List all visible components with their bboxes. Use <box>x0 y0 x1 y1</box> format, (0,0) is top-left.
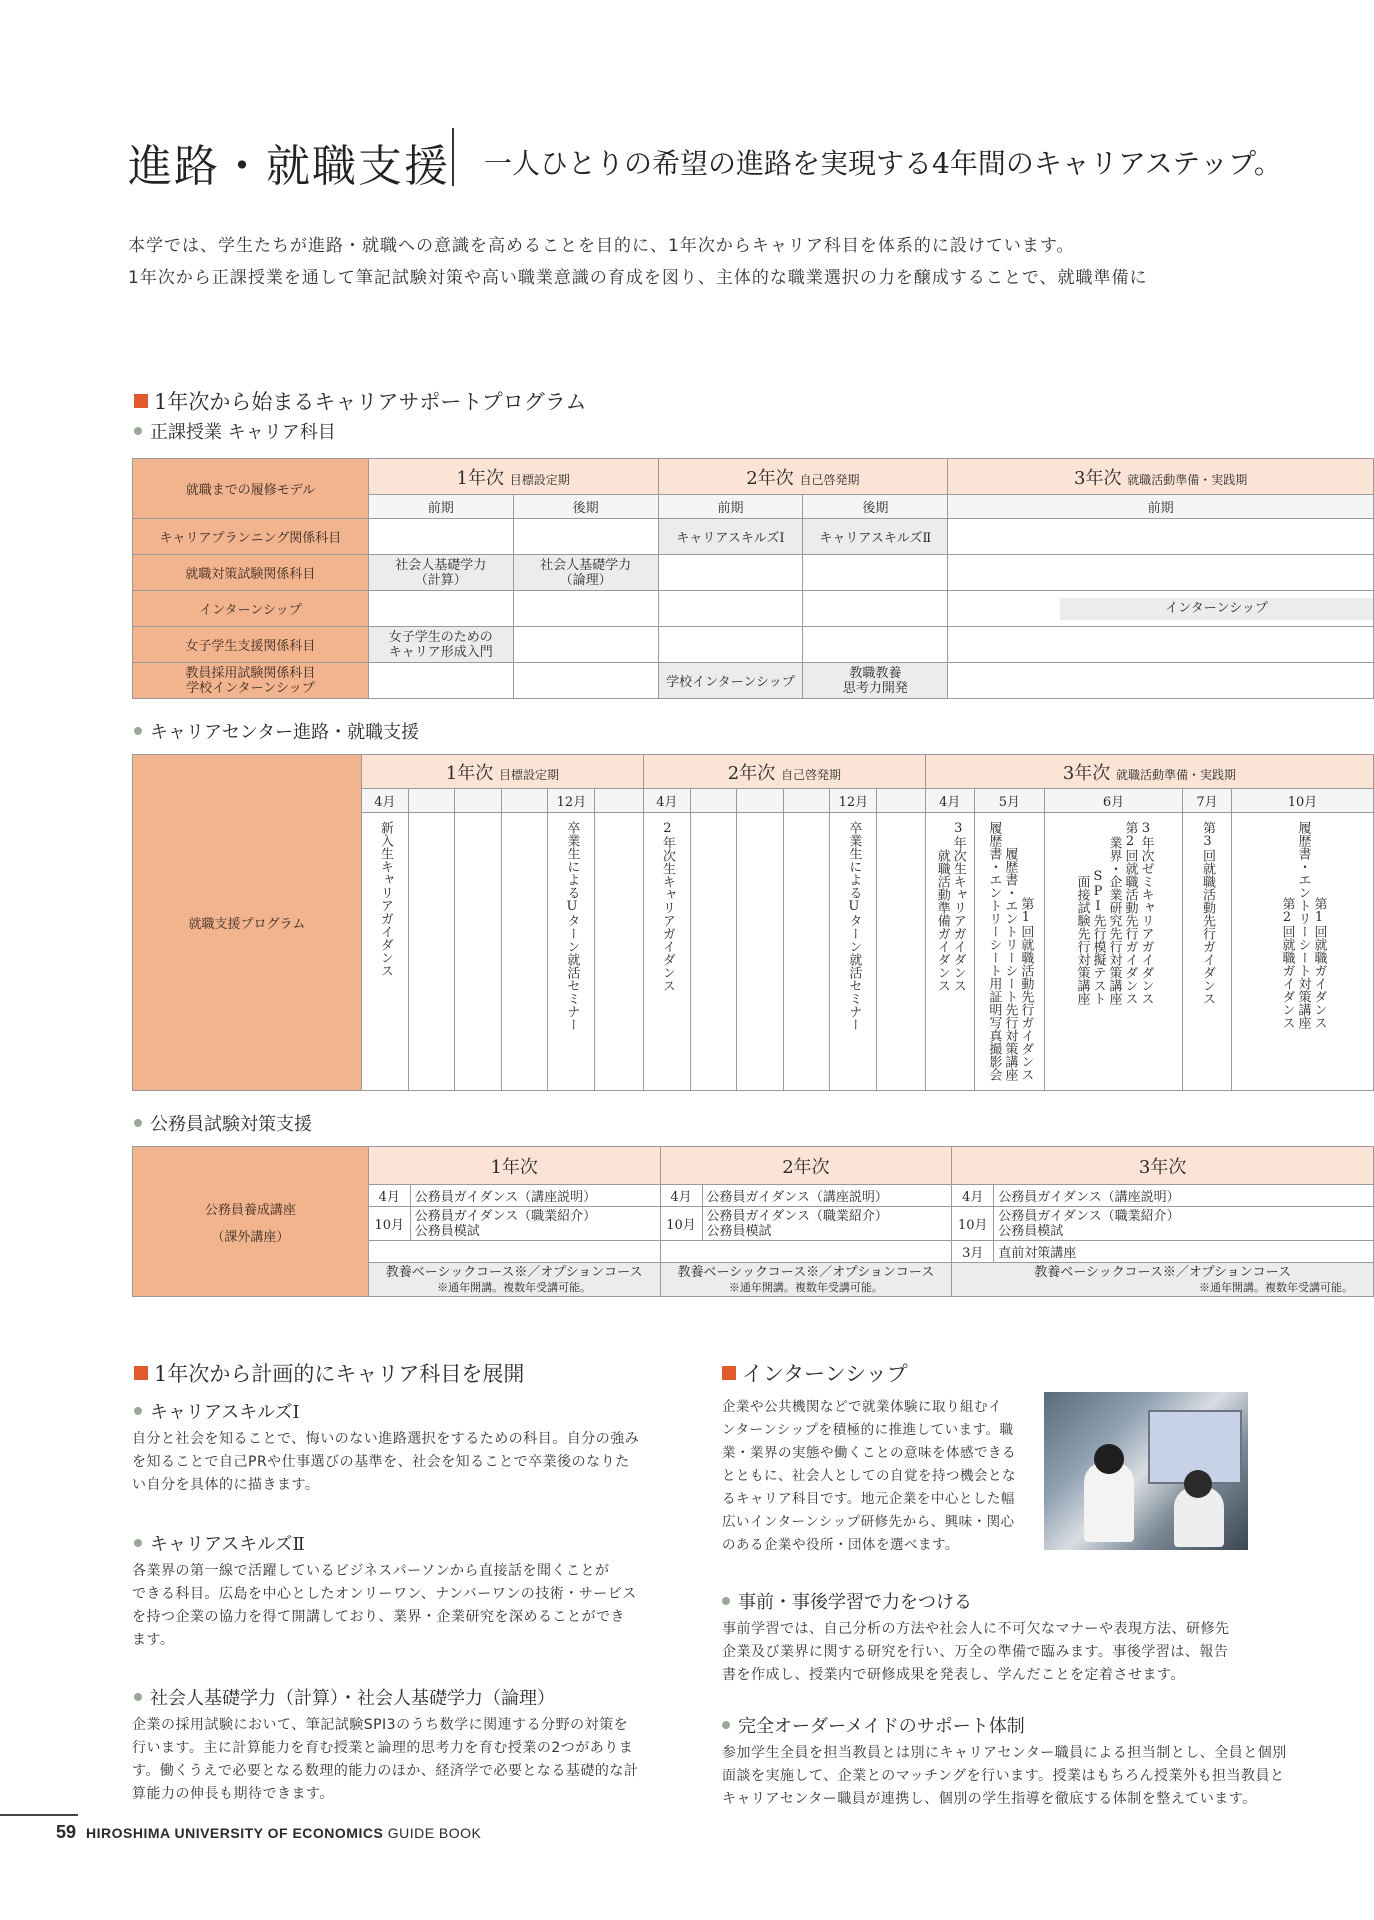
internship-bar: インターンシップ <box>1060 598 1373 620</box>
table-cell <box>948 591 1374 627</box>
civil-year-3: 3年次 <box>952 1147 1374 1185</box>
event-text: 2年次生キャリアガイダンス <box>659 821 675 992</box>
period-1: 前期 <box>368 495 513 519</box>
curriculum-label: 就職までの履修モデル <box>133 459 369 519</box>
table-cell <box>948 555 1374 591</box>
month-label: 5月 <box>974 789 1044 813</box>
center-label: 就職支援プログラム <box>133 755 362 1091</box>
row-label: キャリアプランニング関係科目 <box>133 519 369 555</box>
table-cell: 学校インターンシップ <box>658 663 803 699</box>
course-cell: 教養ベーシックコース※／オプションコース ※通年開講。複数年受講可能。 <box>368 1263 660 1297</box>
left-para-1: 自分と社会を知ることで、悔いのない進路選択をするための科目。自分の強み を知ることで自己PRや仕事選びの基準を、社会を知ることで卒業後のなりた い自分を具体的に描きます。 <box>132 1431 640 1493</box>
left-heading: 1年次から計画的にキャリア科目を展開 <box>134 1358 524 1388</box>
table-cell <box>513 663 658 699</box>
curriculum-table <box>132 458 1374 699</box>
row-label: 教員採用試験関係科目 学校インターンシップ <box>133 663 369 699</box>
event-text: 直前対策講座 <box>994 1241 1374 1263</box>
event-text: 3年次生キャリアガイダンス <box>950 821 966 992</box>
table-cell <box>948 627 1374 663</box>
dot-bullet-icon <box>134 1539 142 1547</box>
right-heading: インターンシップ <box>722 1358 908 1388</box>
month-label: 10月 <box>660 1207 702 1241</box>
curriculum-year-2: 2年次 自己啓発期 <box>658 459 948 495</box>
month-label: 12月 <box>830 789 877 813</box>
row-label: インターンシップ <box>133 591 369 627</box>
table-cell <box>948 519 1374 555</box>
intro-text <box>128 230 1147 294</box>
center-year-1: 1年次 目標設定期 <box>361 755 643 789</box>
month-label: 4月 <box>368 1185 410 1207</box>
course-cell: 教養ベーシックコース※／オプションコース ※通年開講。複数年受講可能。 <box>660 1263 952 1297</box>
civil-subheading: 公務員試験対策支援 <box>134 1110 312 1136</box>
table-cell <box>948 663 1374 699</box>
table-cell <box>658 627 803 663</box>
right-intro: 企業や公共機関などで就業体験に取り組むイ ンターンシップを積極的に推進しています。職 業・業界の実態や働くことの意味を体感できる とともに、社会人としての自覚を持つ機会とな るキャリア科目です。地元企業を中心とした幅 広いインターンシップ研修先から、興味・関心 のある企業や役所・団体を選べます。 <box>722 1399 1016 1553</box>
month-label: 4月 <box>660 1185 702 1207</box>
table-cell <box>658 591 803 627</box>
event-text: 第2回就職ガイダンス <box>1279 897 1295 1029</box>
table-cell: 教職教養 思考力開発 <box>803 663 948 699</box>
program-subheading: 正課授業 キャリア科目 <box>134 418 336 444</box>
civil-year-2: 2年次 <box>660 1147 952 1185</box>
dot-bullet-icon <box>134 427 142 435</box>
curriculum-year-3: 3年次 就職活動準備・実践期 <box>948 459 1374 495</box>
event-text: 卒業生によるUターン就活セミナー <box>846 821 862 1031</box>
event-text: 新入生キャリアガイダンス <box>377 821 393 977</box>
row-label: 女子学生支援関係科目 <box>133 627 369 663</box>
dot-bullet-icon <box>134 1119 142 1127</box>
dot-bullet-icon <box>722 1721 730 1729</box>
event-text: 第1回就職ガイダンス <box>1311 897 1327 1029</box>
intro-line-2: 1年次から正課授業を通して筆記試験対策や高い職業意識の育成を図り、主体的な職業選択の力を醸成することで、就職準備に <box>128 268 1148 288</box>
right-para-2: 参加学生全員を担当教員とは別にキャリアセンター職員による担当制とし、全員と個別 面談を実施して、企業とのマッチングを行います。授業はもちろん授業外も担当教員と キャリアセンター職員が連携し、個別の学生指導を徹底する体制を整えています。 <box>722 1745 1287 1807</box>
table-cell <box>513 627 658 663</box>
period-5: 前期 <box>948 495 1374 519</box>
guide-book-label: HIROSHIMA UNIVERSITY OF ECONOMICS GUIDE BOOK <box>86 1825 482 1841</box>
internship-photo <box>1044 1392 1248 1550</box>
footer-rule <box>0 1814 78 1816</box>
table-cell <box>368 663 513 699</box>
period-2: 後期 <box>513 495 658 519</box>
left-sub-3: 社会人基礎学力（計算）・社会人基礎学力（論理） <box>134 1684 555 1710</box>
square-bullet-icon <box>134 1366 148 1380</box>
event-text: 業界・企業研究先行対策講座 <box>1106 836 1122 1005</box>
event-text: 公務員ガイダンス（職業紹介） 公務員模試 <box>702 1207 952 1241</box>
course-cell: 教養ベーシックコース※／オプションコース ※通年開講。複数年受講可能。 <box>952 1263 1374 1297</box>
event-text: 第1回就職活動先行ガイダンス <box>1018 897 1034 1081</box>
month-label: 4月 <box>643 789 690 813</box>
table-cell <box>803 591 948 627</box>
dot-bullet-icon <box>134 1407 142 1415</box>
event-text: 公務員ガイダンス（講座説明） <box>410 1185 660 1207</box>
right-sub-1: 事前・事後学習で力をつける <box>722 1588 972 1614</box>
event-text: SPI先行模擬テスト <box>1090 869 1106 1005</box>
table-cell <box>513 591 658 627</box>
dot-bullet-icon <box>722 1597 730 1605</box>
dot-bullet-icon <box>134 727 142 735</box>
table-cell: キャリアスキルズⅡ <box>803 519 948 555</box>
curriculum-year-1: 1年次 目標設定期 <box>368 459 658 495</box>
civil-label: 公務員養成講座 （課外講座） <box>133 1147 369 1297</box>
table-cell: 社会人基礎学力 （計算） <box>368 555 513 591</box>
center-year-2: 2年次 自己啓発期 <box>643 755 925 789</box>
month-label: 10月 <box>1231 789 1373 813</box>
civil-year-1: 1年次 <box>368 1147 660 1185</box>
center-year-3: 3年次 就職活動準備・実践期 <box>925 755 1373 789</box>
month-label: 10月 <box>952 1207 994 1241</box>
left-sub-1: キャリアスキルズⅠ <box>134 1398 300 1424</box>
event-text: 第3回就職活動先行ガイダンス <box>1199 821 1215 1005</box>
event-text: 面接試験先行対策講座 <box>1074 875 1090 1005</box>
event-text: 就職活動準備ガイダンス <box>934 849 950 992</box>
event-text: 3年次ゼミキャリアガイダンス <box>1138 821 1154 1005</box>
month-label: 4月 <box>361 789 408 813</box>
event-text: 卒業生によるUターン就活セミナー <box>564 821 580 1031</box>
table-cell <box>803 627 948 663</box>
event-text: 公務員ガイダンス（職業紹介） 公務員模試 <box>410 1207 660 1241</box>
center-table <box>132 754 1374 1091</box>
month-label: 6月 <box>1045 789 1183 813</box>
event-text: 公務員ガイダンス（講座説明） <box>702 1185 952 1207</box>
period-4: 後期 <box>803 495 948 519</box>
table-cell <box>368 591 513 627</box>
page-title: 進路・就職支援 <box>128 141 450 192</box>
page-number: 59 <box>56 1822 77 1842</box>
month-label: 10月 <box>368 1207 410 1241</box>
month-label: 3月 <box>952 1241 994 1263</box>
title-divider <box>452 128 454 186</box>
event-text: 公務員ガイダンス（職業紹介） 公務員模試 <box>994 1207 1374 1241</box>
table-cell <box>658 555 803 591</box>
right-para-1: 事前学習では、自己分析の方法や社会人に不可欠なマナーや表現方法、研修先 企業及び業界に関する研究を行い、万全の準備で臨みます。事後学習は、報告 書を作成し、授業内で研修成果を発表し、学んだことを定着させます。 <box>722 1621 1230 1683</box>
intro-line-1: 本学では、学生たちが進路・就職への意識を高めることを目的に、1年次からキャリア科目を体系的に設けています。 <box>128 236 1075 256</box>
event-text: 公務員ガイダンス（講座説明） <box>994 1185 1374 1207</box>
event-text: 履歴書・エントリーシート対策講座 <box>1295 821 1311 1029</box>
left-para-3: 企業の採用試験において、筆記試験SPI3のうち数学に関連する分野の対策を 行います。主に計算能力を育む授業と論理的思考力を育む授業の2つがありま す。働くうえで必要となる数理的能力のほか、経済学で必要となる基礎的な計 算能力の伸長も期待できます。 <box>132 1717 639 1802</box>
period-3: 前期 <box>658 495 803 519</box>
dot-bullet-icon <box>134 1693 142 1701</box>
square-bullet-icon <box>722 1366 736 1380</box>
month-label: 7月 <box>1182 789 1231 813</box>
civil-table <box>132 1146 1374 1297</box>
center-subheading: キャリアセンター進路・就職支援 <box>134 718 419 744</box>
table-cell: キャリアスキルズⅠ <box>658 519 803 555</box>
table-cell <box>513 519 658 555</box>
month-label: 12月 <box>548 789 595 813</box>
table-cell: 女子学生のための キャリア形成入門 <box>368 627 513 663</box>
table-cell <box>803 555 948 591</box>
table-cell <box>368 519 513 555</box>
event-text: 履歴書・エントリーシート先行対策講座 <box>1002 847 1018 1081</box>
table-cell: 社会人基礎学力 （論理） <box>513 555 658 591</box>
page-subtitle: 一人ひとりの希望の進路を実現する4年間のキャリアステップ。 <box>484 147 1282 180</box>
square-bullet-icon <box>134 394 148 408</box>
right-sub-2: 完全オーダーメイドのサポート体制 <box>722 1712 1025 1738</box>
row-label: 就職対策試験関係科目 <box>133 555 369 591</box>
event-text: 第2回就職活動先行ガイダンス <box>1122 821 1138 1005</box>
month-label: 4月 <box>952 1185 994 1207</box>
month-label: 4月 <box>925 789 974 813</box>
left-sub-2: キャリアスキルズⅡ <box>134 1530 305 1556</box>
program-heading: 1年次から始まるキャリアサポートプログラム <box>134 386 587 416</box>
event-text: 履歴書・エントリーシート用証明写真撮影会 <box>986 821 1002 1081</box>
left-para-2: 各業界の第一線で活躍しているビジネスパーソンから直接話を聞くことが できる科目。広島を中心としたオンリーワン、ナンバーワンの技術・サービス を持つ企業の協力を得て開講しており、業界・企業研究を深めることができ ます。 <box>132 1563 637 1648</box>
